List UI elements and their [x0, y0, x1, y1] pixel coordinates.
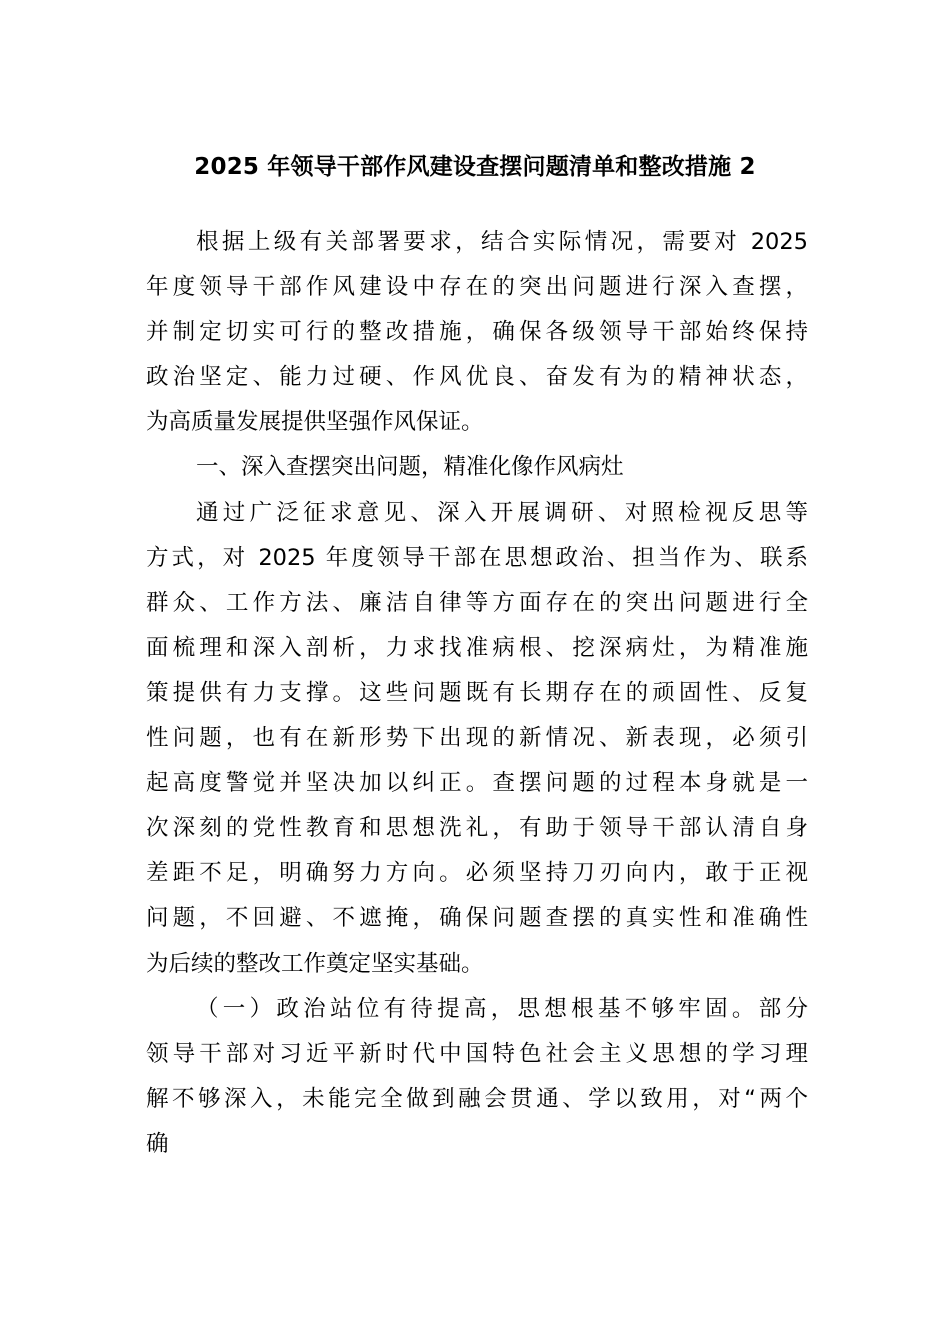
paragraph-section-1 [146, 491, 808, 987]
document-body [146, 220, 808, 1167]
text-line: 次深刻的党性教育和思想洗礼，有助于领导干部认清自身 [146, 815, 808, 842]
text-line: 差距不足，明确努力方向。必须坚持刀刃向内，敢于正视 [146, 860, 808, 887]
text-line: 面梳理和深入剖析，力求找准病根、挖深病灶，为精准施 [146, 634, 808, 661]
text-line: 领导干部对习近平新时代中国特色社会主义思想的学习理 [146, 1040, 808, 1067]
text-line: （一）政治站位有待提高，思想根基不够牢固。部分 [196, 995, 808, 1022]
text-line: 解不够深入，未能完全做到融会贯通、学以致用，对“两个 [146, 1085, 808, 1112]
text-line: 确 [146, 1130, 169, 1157]
text-line: 通过广泛征求意见、深入开展调研、对照检视反思等 [196, 499, 808, 526]
text-line: 方式，对 2025 年度领导干部在思想政治、担当作为、联系 [146, 544, 808, 571]
section-heading-1 [146, 445, 808, 490]
text-line: 年度领导干部作风建设中存在的突出问题进行深入查摆， [146, 274, 808, 301]
document-title: 2025 年领导干部作风建设查摆问题清单和整改措施 2 [194, 154, 756, 180]
text-line: 政治坚定、能力过硬、作风优良、奋发有为的精神状态， [146, 364, 808, 391]
text-line: 性问题，也有在新形势下出现的新情况、新表现，必须引 [146, 725, 808, 752]
text-line: 根据上级有关部署要求，结合实际情况，需要对 2025 [196, 229, 808, 255]
text-line: 群众、工作方法、廉洁自律等方面存在的突出问题进行全 [146, 589, 808, 616]
text-line: 为高质量发展提供坚强作风保证。 [146, 409, 484, 436]
paragraph-subsection-1 [146, 987, 808, 1167]
section-heading: 一、深入查摆突出问题，精准化像作风病灶 [196, 454, 624, 481]
text-line: 为后续的整改工作奠定坚实基础。 [146, 950, 484, 977]
text-line: 问题，不回避、不遮掩，确保问题查摆的真实性和准确性 [146, 905, 808, 932]
text-line: 起高度警觉并坚决加以纠正。查摆问题的过程本身就是一 [146, 770, 808, 797]
paragraph-intro [146, 220, 808, 445]
text-line: 并制定切实可行的整改措施，确保各级领导干部始终保持 [146, 319, 808, 346]
text-line: 策提供有力支撑。这些问题既有长期存在的顽固性、反复 [146, 679, 808, 706]
